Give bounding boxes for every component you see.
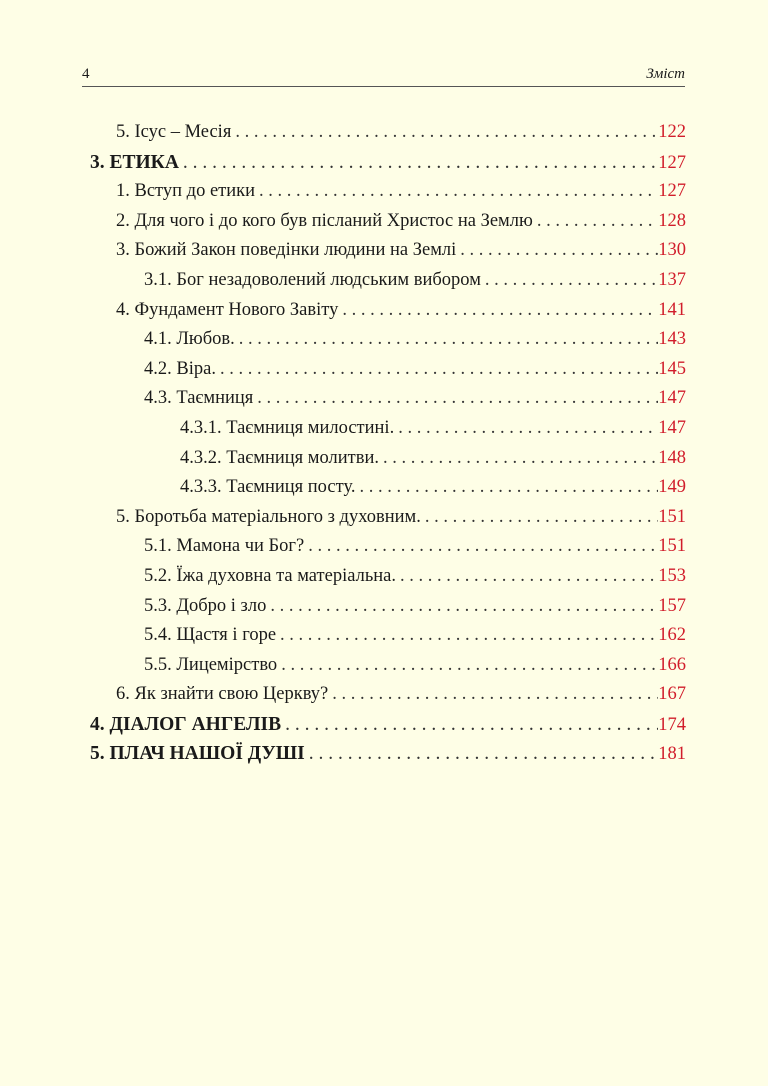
toc-entry[interactable] xyxy=(82,592,686,622)
toc-page-link[interactable]: 151 xyxy=(658,506,686,527)
toc-entry-label: 1. Вступ до етики xyxy=(116,181,256,202)
toc-page-link[interactable]: 157 xyxy=(658,595,686,616)
toc-entry-label: 4.1. Любов. xyxy=(144,329,235,350)
toc-entry-label: 4.2. Віра. xyxy=(144,358,216,379)
toc-page-link[interactable]: 145 xyxy=(658,358,686,379)
toc-entry[interactable] xyxy=(82,739,686,769)
toc-entry[interactable] xyxy=(82,680,686,710)
dot-leader xyxy=(235,325,658,355)
toc-entry-label: 3. Божий Закон поведінки людини на Землі xyxy=(116,240,457,261)
toc-entry[interactable] xyxy=(82,710,686,740)
toc-entry[interactable] xyxy=(82,177,686,207)
toc-page-link[interactable]: 153 xyxy=(658,565,686,586)
dot-leader xyxy=(394,414,658,444)
toc-entry-label: 2. Для чого і до кого був післаний Христос на Землю xyxy=(116,210,533,231)
toc-page-link[interactable]: 127 xyxy=(658,181,686,202)
dot-leader xyxy=(481,266,658,296)
toc-page-link[interactable]: 147 xyxy=(658,417,686,438)
toc-entry[interactable] xyxy=(82,118,686,148)
toc-page-link[interactable]: 141 xyxy=(658,299,686,320)
toc-entry-label: 5. Боротьба матеріального з духовним. xyxy=(116,506,421,527)
dot-leader xyxy=(216,355,658,385)
dot-leader xyxy=(355,473,658,503)
toc-page-link[interactable]: 167 xyxy=(658,684,686,705)
toc-entry[interactable] xyxy=(82,621,686,651)
dot-leader xyxy=(276,621,658,651)
toc-page-link[interactable]: 137 xyxy=(658,269,686,290)
toc-page-link[interactable]: 162 xyxy=(658,625,686,646)
toc-entry[interactable] xyxy=(82,148,686,178)
page-header xyxy=(82,66,685,87)
toc-entry-label: 4.3.2. Таємниця молитви. xyxy=(180,447,379,468)
dot-leader xyxy=(281,710,658,740)
toc-entry-label: 5. ПЛАЧ НАШОЇ ДУШІ xyxy=(90,743,305,765)
toc-entry[interactable] xyxy=(82,414,686,444)
toc-page-link[interactable]: 130 xyxy=(658,240,686,261)
toc-entry-label: 6. Як знайти свою Церкву? xyxy=(116,684,329,705)
dot-leader xyxy=(266,592,658,622)
toc-entry-label: 5.1. Мамона чи Бог? xyxy=(144,536,305,557)
toc-entry[interactable] xyxy=(82,444,686,474)
toc-entry-label: 4.3. Таємниця xyxy=(144,388,254,409)
dot-leader xyxy=(456,236,658,266)
dot-leader xyxy=(396,562,658,592)
toc-entry-label: 4.3.1. Таємниця милостині. xyxy=(180,417,395,438)
toc-entry-label: 4. Фундамент Нового Завіту xyxy=(116,299,339,320)
dot-leader xyxy=(328,680,658,710)
toc-entry-label: 5.2. Їжа духовна та матеріальна. xyxy=(144,565,397,586)
toc-entry[interactable] xyxy=(82,384,686,414)
toc-entry[interactable] xyxy=(82,296,686,326)
section-title: Зміст xyxy=(646,66,685,82)
table-of-contents xyxy=(82,118,686,769)
dot-leader xyxy=(379,444,658,474)
toc-page-link[interactable]: 147 xyxy=(658,388,686,409)
dot-leader xyxy=(305,739,658,769)
toc-page-link[interactable]: 128 xyxy=(658,210,686,231)
toc-page-link[interactable]: 122 xyxy=(658,122,686,142)
toc-entry[interactable] xyxy=(82,207,686,237)
toc-entry[interactable] xyxy=(82,236,686,266)
toc-entry-label: 3. ЕТИКА xyxy=(90,151,179,173)
dot-leader xyxy=(255,177,658,207)
toc-entry[interactable] xyxy=(82,355,686,385)
toc-page-link[interactable]: 174 xyxy=(658,714,686,735)
toc-entry-label: 5.3. Добро і зло xyxy=(144,595,267,616)
toc-entry[interactable] xyxy=(82,325,686,355)
toc-entry[interactable] xyxy=(82,266,686,296)
dot-leader xyxy=(253,384,658,414)
toc-page-link[interactable]: 151 xyxy=(658,536,686,557)
toc-entry-label: 4. ДІАЛОГ АНГЕЛІВ xyxy=(90,713,282,735)
toc-entry[interactable] xyxy=(82,503,686,533)
toc-page-link[interactable]: 148 xyxy=(658,447,686,468)
toc-entry[interactable] xyxy=(82,473,686,503)
toc-page-link[interactable]: 166 xyxy=(658,654,686,675)
dot-leader xyxy=(277,651,658,681)
page-number: 4 xyxy=(82,66,90,82)
toc-entry[interactable] xyxy=(82,562,686,592)
toc-entry-label: 4.3.3. Таємниця посту. xyxy=(180,477,356,498)
dot-leader xyxy=(231,118,658,148)
toc-entry[interactable] xyxy=(82,532,686,562)
toc-page-link[interactable]: 181 xyxy=(658,744,686,765)
toc-entry-label: 5.4. Щастя і горе xyxy=(144,625,277,646)
dot-leader xyxy=(304,532,658,562)
toc-page-link[interactable]: 127 xyxy=(658,152,686,173)
dot-leader xyxy=(338,296,658,326)
toc-entry[interactable] xyxy=(82,651,686,681)
toc-page-link[interactable]: 143 xyxy=(658,329,686,350)
toc-entry-label: 3.1. Бог незадоволений людським вибором xyxy=(144,269,481,290)
dot-leader xyxy=(533,207,658,237)
toc-entry-label: 5. Ісус – Месія xyxy=(116,122,232,142)
toc-page-link[interactable]: 149 xyxy=(658,477,686,498)
dot-leader xyxy=(179,148,658,178)
dot-leader xyxy=(421,503,658,533)
toc-entry-label: 5.5. Лицемірство xyxy=(144,654,278,675)
